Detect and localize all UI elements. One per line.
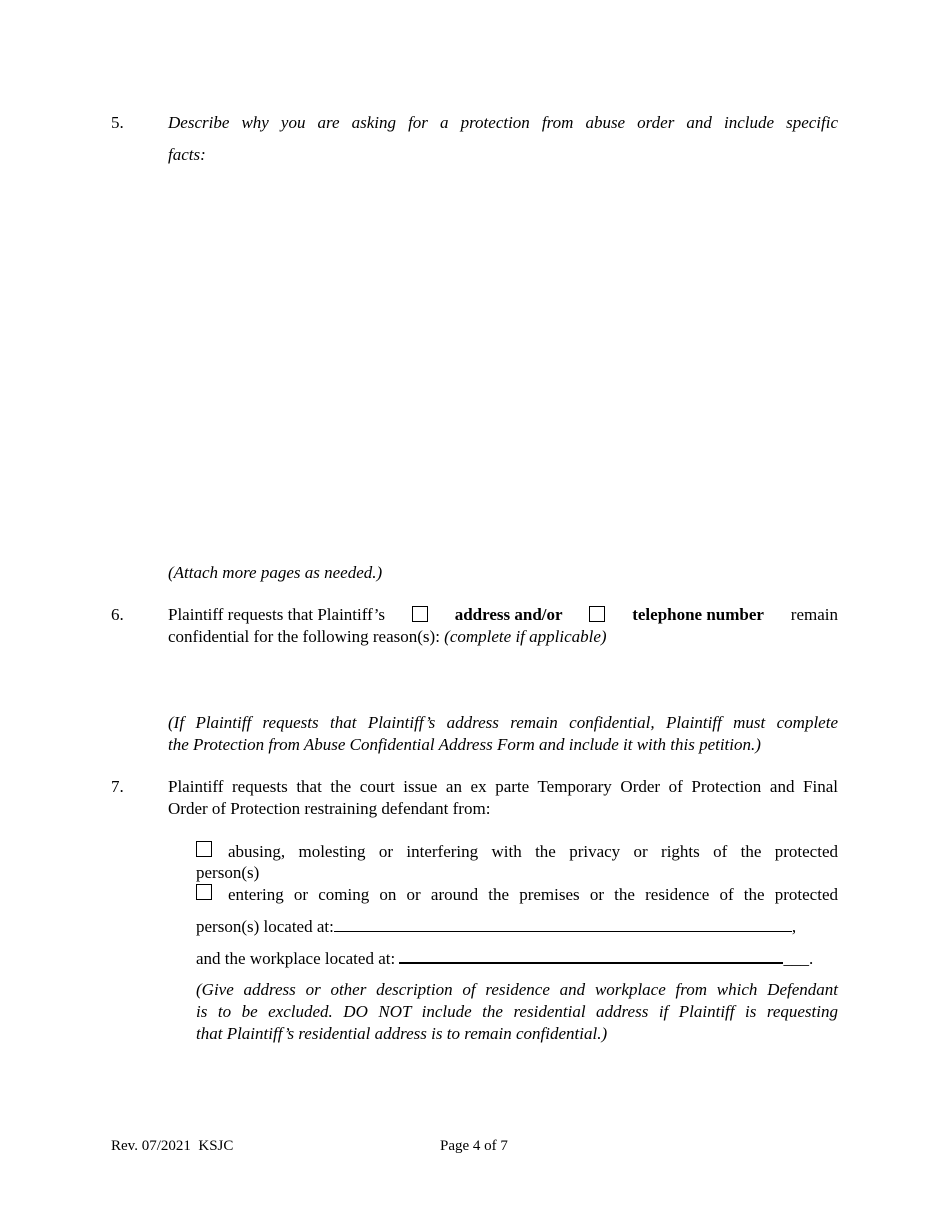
workplace-address-field[interactable] — [399, 948, 783, 964]
residence-suffix: , — [791, 917, 797, 936]
item-6-text-b: remain — [790, 605, 838, 624]
item-5-response-area[interactable] — [168, 170, 838, 555]
attach-pages-note: (Attach more pages as needed.) — [168, 563, 383, 582]
item-7-line2: Order of Protection restraining defendant from: — [168, 799, 491, 818]
workplace-row — [196, 948, 813, 969]
item-6-line2 — [168, 627, 607, 647]
item-7-line1: Plaintiff requests that the court issue an ex parte Temporary Order of Protection and Final — [168, 777, 838, 796]
item-7-number: 7. — [111, 777, 124, 796]
address-checkbox[interactable] — [412, 606, 428, 622]
residence-address-field[interactable] — [334, 917, 792, 932]
item-6-instruction-line2: the Protection from Abuse Confidential Address Form and include it with this petition.) — [168, 735, 761, 754]
address-label: address and/or — [454, 605, 563, 624]
item-6-line1 — [168, 605, 838, 625]
item-5-prompt-line1: Describe why you are asking for a protection from abuse order and include specific — [168, 113, 838, 132]
telephone-checkbox[interactable] — [589, 606, 605, 622]
option-abusing — [196, 841, 838, 862]
item-6-address-option — [412, 605, 428, 625]
item-5-prompt-line2: facts: — [168, 145, 206, 164]
item-5-number: 5. — [111, 113, 124, 132]
item-6-line2-text: confidential for the following reason(s): — [168, 627, 440, 646]
option-premises — [196, 884, 838, 905]
workplace-suffix: ___. — [783, 949, 814, 968]
item-6-number: 6. — [111, 605, 124, 624]
item-6-telephone-option — [589, 605, 605, 625]
option-abusing-line2: person(s) — [196, 863, 260, 882]
item-7-note-line3: that Plaintiff’s residential address is to remain confidential.) — [196, 1024, 608, 1043]
telephone-label: telephone number — [632, 605, 764, 624]
footer-page-number: Page 4 of 7 — [440, 1138, 508, 1154]
item-6-text-a: Plaintiff requests that Plaintiff’s — [168, 605, 386, 624]
residence-label: person(s) located at: — [196, 917, 334, 936]
item-6-reason-area[interactable] — [168, 650, 838, 705]
item-7-note-line1: (Give address or other description of residence and workplace from which Defendant — [196, 980, 838, 999]
footer-revision: Rev. 07/2021 KSJC — [111, 1138, 234, 1154]
premises-checkbox[interactable] — [196, 884, 212, 900]
residence-row — [196, 917, 796, 937]
workplace-label: and the workplace located at: — [196, 949, 396, 968]
option-premises-line1: entering or coming on or around the premises or the residence of the protected — [228, 885, 838, 904]
item-6-instruction-line1: (If Plaintiff requests that Plaintiff’s address remain confidential, Plaintiff must complete — [168, 713, 838, 732]
option-abusing-line1: abusing, molesting or interfering with the privacy or rights of the protected — [228, 842, 838, 861]
item-7-note-line2: is to be excluded. DO NOT include the residential address if Plaintiff is requesting — [196, 1002, 838, 1021]
abusing-checkbox[interactable] — [196, 841, 212, 857]
item-6-line2-note: (complete if applicable) — [444, 627, 607, 646]
